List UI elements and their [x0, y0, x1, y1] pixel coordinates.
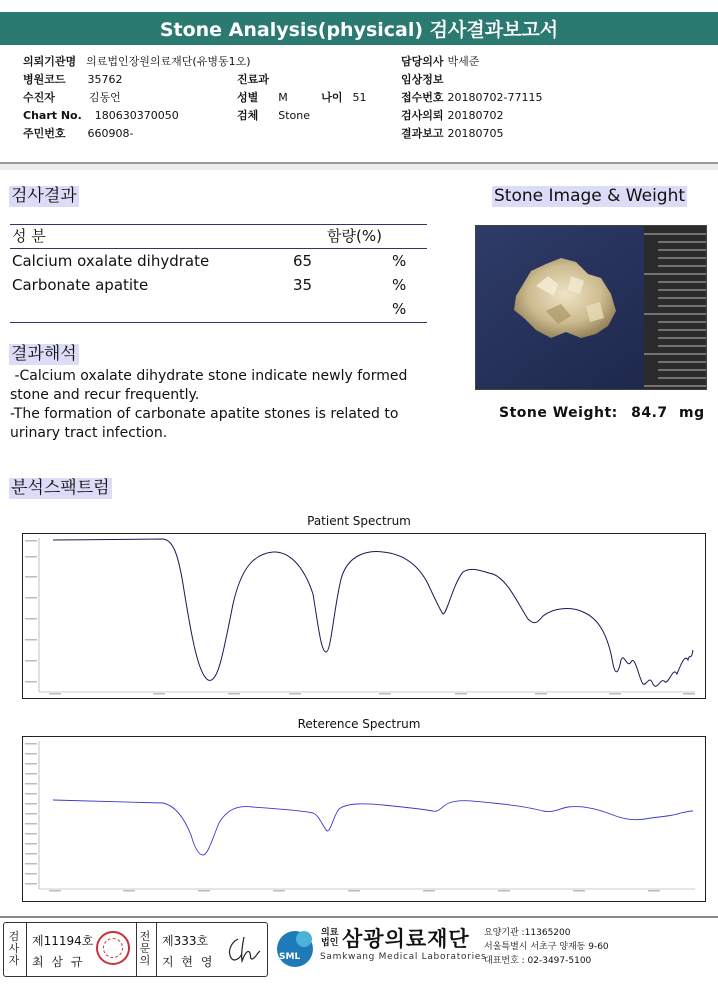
institution-value: 의료법인장원의료재단(유병동1오)	[86, 55, 251, 68]
specialist-vertical-label	[137, 931, 153, 967]
table-bottom-line	[10, 322, 427, 323]
stone-section-title: Stone Image & Weight	[494, 186, 686, 206]
result-row-1-name: Calcium oxalate dihydrate	[12, 252, 210, 270]
age-label: 나이	[321, 91, 343, 104]
hospital-code-label: 병원코드	[23, 73, 66, 86]
reference-spectrum-title: Reterence Spectrum	[297, 717, 421, 731]
result-row-2-unit: %	[392, 276, 407, 294]
patient-spectrum-title: Patient Spectrum	[307, 514, 411, 528]
id-label: 주민번호	[23, 127, 66, 140]
table-header-line	[10, 248, 427, 249]
signature-divider-3	[156, 923, 157, 976]
stone-photo-image	[476, 226, 707, 390]
footer-rule	[0, 916, 718, 918]
company-name: 삼광의료재단	[342, 927, 470, 951]
inspector-name: 최 삼 규	[32, 955, 85, 969]
interpretation-line-1: -Calcium oxalate dihydrate stone indicate newly formed stone and recur frequently.	[10, 368, 408, 403]
stone-weight-value: 84.7	[631, 405, 668, 421]
interpretation-section-title: 결과해석	[11, 344, 77, 364]
company-block	[271, 925, 317, 975]
specialist-signature	[224, 935, 262, 965]
specialist-number: 제333호	[162, 934, 209, 948]
signature-box	[3, 922, 268, 977]
stone-weight	[499, 405, 705, 421]
company-address: 서울특별시 서초구 양재동 9-60	[484, 942, 609, 952]
reception-value: 20180702-77115	[447, 91, 543, 104]
result-row-2-value: 35	[293, 276, 313, 294]
doctor-label: 담당의사	[401, 55, 444, 68]
spectrum-section-title: 분석스팩트럼	[11, 478, 110, 498]
patient-value: 김동언	[88, 91, 121, 104]
patient-spectrum-plot	[22, 533, 706, 699]
reception-label: 접수번호	[401, 91, 444, 104]
patient-spectrum-svg	[23, 534, 705, 698]
dept-label: 진료과	[237, 73, 269, 86]
table-top-line	[10, 224, 427, 225]
info-divider-shadow	[0, 164, 718, 170]
inspector-number: 제11194호	[32, 934, 94, 948]
request-value: 20180702	[447, 109, 504, 122]
sml-logo-icon	[271, 925, 317, 971]
inspector-vertical-label	[6, 931, 22, 967]
age-value: 51	[352, 91, 367, 104]
col-content-header: 함량(%)	[327, 227, 382, 245]
sex-label: 성별	[237, 91, 259, 104]
result-row-1-value: 65	[293, 252, 313, 270]
patient-label: 수진자	[23, 91, 55, 104]
care-number: 요양기관 :11365200	[484, 928, 571, 938]
results-section-title: 검사결과	[11, 186, 77, 206]
info-middle	[237, 71, 367, 125]
report-label: 결과보고	[401, 127, 444, 140]
sex-value: M	[278, 91, 288, 104]
company-prefix-top: 의료	[321, 928, 339, 938]
specimen-value: Stone	[278, 109, 311, 122]
doctor-value: 박세준	[447, 55, 480, 68]
stone-photo	[475, 225, 707, 390]
stone-weight-unit: mg	[679, 405, 705, 421]
company-prefix	[321, 928, 338, 948]
request-label: 검사의뢰	[401, 109, 444, 122]
result-row-3-unit: %	[392, 300, 407, 318]
report-title: Stone Analysis(physical) 검사결과보고서	[159, 19, 559, 41]
chart-value: 180630370050	[94, 109, 179, 122]
signature-divider-1	[26, 923, 27, 976]
company-contact	[484, 926, 609, 968]
report-value: 20180705	[447, 127, 504, 140]
specialist-vertical-text: 전문의	[139, 930, 151, 967]
sml-logo-text: SML	[279, 952, 301, 962]
institution-label: 의뢰기관명	[23, 55, 77, 68]
result-row-1-unit: %	[392, 252, 407, 270]
info-left	[23, 53, 251, 143]
reference-spectrum-svg	[23, 737, 705, 901]
result-row-2-name: Carbonate apatite	[12, 276, 149, 294]
interpretation-text	[10, 367, 430, 443]
report-title-bar	[0, 12, 718, 45]
specialist-name: 지 현 영	[162, 955, 215, 969]
hospital-code-value: 35762	[87, 73, 123, 86]
inspector-vertical-text: 검사자	[8, 930, 20, 967]
specimen-label: 검체	[237, 109, 259, 122]
clinical-label: 임상정보	[401, 73, 444, 86]
inspector-seal	[96, 931, 130, 965]
company-phone: 대표번호 : 02-3497-5100	[484, 956, 592, 966]
col-component-header: 성 분	[12, 227, 46, 245]
interpretation-line-2: -The formation of carbonate apatite stones is related to urinary tract infection.	[10, 406, 399, 441]
info-right	[401, 53, 542, 143]
reference-spectrum-plot	[22, 736, 706, 902]
company-english-name: Samkwang Medical Laboratories	[320, 952, 487, 962]
chart-label: Chart No.	[23, 109, 82, 122]
id-value: 660908-	[87, 127, 134, 140]
stone-weight-label: Stone Weight:	[499, 405, 618, 421]
company-prefix-bottom: 법인	[321, 938, 339, 948]
